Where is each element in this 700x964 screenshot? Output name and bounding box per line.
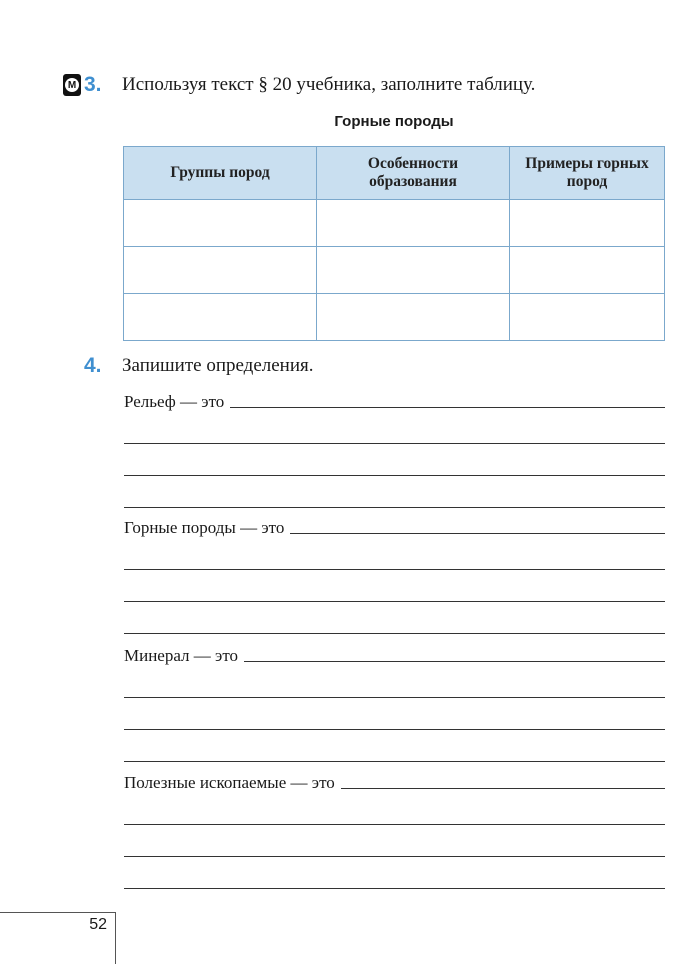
answer-line[interactable]: [290, 533, 665, 534]
definition-label: Горные породы — это: [124, 518, 285, 537]
answer-line[interactable]: [124, 730, 665, 762]
answer-line[interactable]: [341, 788, 665, 789]
table-row: [124, 200, 665, 247]
answer-line[interactable]: [124, 570, 665, 602]
header-formation-features: Особенности образования: [317, 147, 510, 200]
table-cell[interactable]: [317, 247, 510, 294]
table-cell[interactable]: [317, 294, 510, 341]
page-number-box: [0, 912, 116, 964]
rocks-table: [123, 146, 665, 341]
task-instruction: Используя текст § 20 учебника, заполните таблицу.: [122, 74, 536, 95]
answer-line[interactable]: [124, 793, 665, 825]
answer-line[interactable]: [124, 444, 665, 476]
task-number: 3.: [84, 73, 102, 96]
answer-line[interactable]: [230, 407, 665, 408]
m-badge-icon: M: [63, 74, 81, 96]
answer-line[interactable]: [244, 661, 665, 662]
definition-minerals-resources: [124, 771, 665, 889]
definition-label: Минерал — это: [124, 646, 239, 665]
task-instruction: Запишите определения.: [122, 355, 314, 376]
answer-line[interactable]: [124, 412, 665, 444]
definition-relief: [124, 390, 665, 508]
table-row: [124, 294, 665, 341]
answer-line[interactable]: [124, 698, 665, 730]
table-cell[interactable]: [510, 247, 665, 294]
table-cell[interactable]: [510, 294, 665, 341]
definition-label: Рельеф — это: [124, 392, 225, 411]
table-cell[interactable]: [124, 200, 317, 247]
page-number: 52: [89, 916, 107, 933]
definition-mineral: [124, 644, 665, 762]
task-3-heading: [63, 73, 535, 97]
definition-label: Полезные ископаемые — это: [124, 773, 335, 792]
answer-line[interactable]: [124, 666, 665, 698]
table-cell[interactable]: [124, 247, 317, 294]
answer-line[interactable]: [124, 602, 665, 634]
answer-line[interactable]: [124, 825, 665, 857]
table-row: [124, 247, 665, 294]
answer-line[interactable]: [124, 538, 665, 570]
task-number: 4.: [84, 354, 102, 377]
header-rock-groups: Группы пород: [124, 147, 317, 200]
answer-line[interactable]: [124, 857, 665, 889]
definition-rocks: [124, 516, 665, 634]
table-title: Горные породы: [334, 113, 454, 130]
table-cell[interactable]: [124, 294, 317, 341]
task-4-heading: [63, 354, 314, 378]
table-cell[interactable]: [510, 200, 665, 247]
header-rock-examples: Примеры горных пород: [510, 147, 665, 200]
table-cell[interactable]: [317, 200, 510, 247]
answer-line[interactable]: [124, 476, 665, 508]
